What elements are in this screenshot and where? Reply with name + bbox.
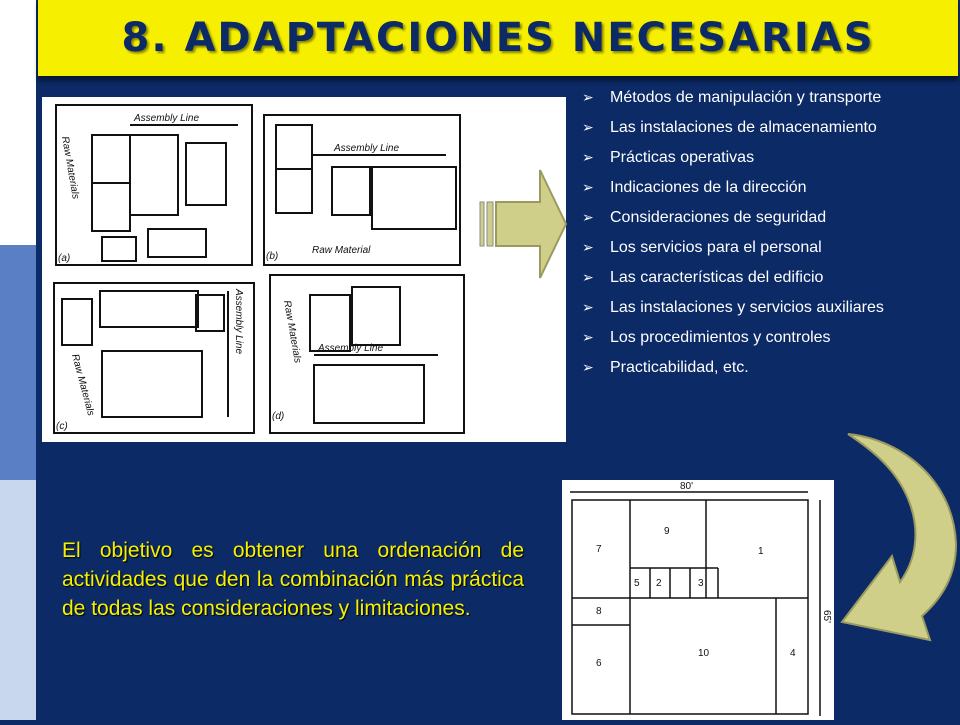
list-item: ➢ Las características del edificio: [582, 269, 824, 286]
sketch-c-panel-label: (c): [56, 421, 68, 432]
list-item: ➢ Practicabilidad, etc.: [582, 359, 749, 376]
list-item: ➢ Las instalaciones de almacenamiento: [582, 119, 877, 136]
room-label: 10: [698, 648, 710, 659]
arrowhead-bullet-icon: ➢: [582, 239, 594, 255]
arrowhead-bullet-icon: ➢: [582, 179, 594, 195]
sketch-c-assembly-label: Assembly Line: [233, 289, 244, 355]
side-block-middle: [0, 245, 36, 480]
side-block-top: [0, 0, 36, 245]
sketch-a-assembly-label: Assembly Line: [134, 113, 200, 124]
room-label: 1: [758, 546, 764, 557]
room-label: 8: [596, 606, 602, 617]
sketch-d-raw-label: Raw Materials: [281, 299, 303, 364]
list-item: ➢ Los servicios para el personal: [582, 239, 822, 256]
sketch-panel-b: [264, 115, 460, 265]
room-label: 9: [664, 526, 670, 537]
room-label: 3: [698, 578, 704, 589]
sketch-b-assembly-label: Assembly Line: [334, 143, 400, 154]
list-item: ➢ Los procedimientos y controles: [582, 329, 831, 346]
list-item: ➢ Las instalaciones y servicios auxiliares: [582, 299, 884, 316]
list-item: ➢ Indicaciones de la dirección: [582, 179, 807, 196]
floor-plan-image: [562, 480, 834, 720]
arrowhead-bullet-icon: ➢: [582, 269, 594, 285]
title-bar: [38, 0, 958, 76]
room-label: 7: [596, 544, 602, 555]
list-item: ➢ Prácticas operativas: [582, 149, 755, 166]
arrowhead-bullet-icon: ➢: [582, 359, 594, 375]
list-item: ➢ Métodos de manipulación y transporte: [582, 89, 882, 106]
sketch-b-panel-label: (b): [266, 251, 279, 262]
height-dimension-label: 65': [821, 610, 832, 624]
arrowhead-bullet-icon: ➢: [582, 299, 594, 315]
room-label: 6: [596, 658, 602, 669]
room-label: 4: [790, 648, 796, 659]
sketch-a-raw-label: Raw Materials: [59, 135, 81, 200]
page-title: 8. ADAPTACIONES NECESARIAS: [121, 15, 875, 61]
sketch-d-panel-label: (d): [272, 411, 285, 422]
arrowhead-bullet-icon: ➢: [582, 209, 594, 225]
block-arrow-right-icon: [478, 168, 568, 280]
sketch-a-panel-label: (a): [58, 253, 71, 264]
objective-text: El objetivo es obtener una ordenación de actividades que den la combinación más práctica de todas las consideraciones y limitaciones.: [62, 539, 524, 620]
side-strip: [0, 0, 36, 720]
arrowhead-bullet-icon: ➢: [582, 149, 594, 165]
arrowhead-bullet-icon: ➢: [582, 329, 594, 345]
width-dimension-label: 80': [680, 481, 694, 492]
sketch-d-assembly-label: Assembly Line: [318, 343, 384, 354]
sketch-c-raw-label: Raw Materials: [69, 352, 97, 417]
room-label: 2: [656, 578, 662, 589]
bullet-list: [582, 88, 950, 388]
side-block-bottom: [0, 480, 36, 720]
list-item: ➢ Consideraciones de seguridad: [582, 209, 827, 226]
sketch-panel-c: [54, 283, 254, 433]
sketch-b-raw-label: Raw Material: [312, 245, 371, 256]
sketch-panel-a: [56, 105, 252, 265]
curved-arrow-down-left-icon: [836, 426, 960, 642]
room-label: 5: [634, 578, 640, 589]
arrowhead-bullet-icon: ➢: [582, 89, 594, 105]
sketch-panel-d: [270, 275, 464, 433]
arrowhead-bullet-icon: ➢: [582, 119, 594, 135]
